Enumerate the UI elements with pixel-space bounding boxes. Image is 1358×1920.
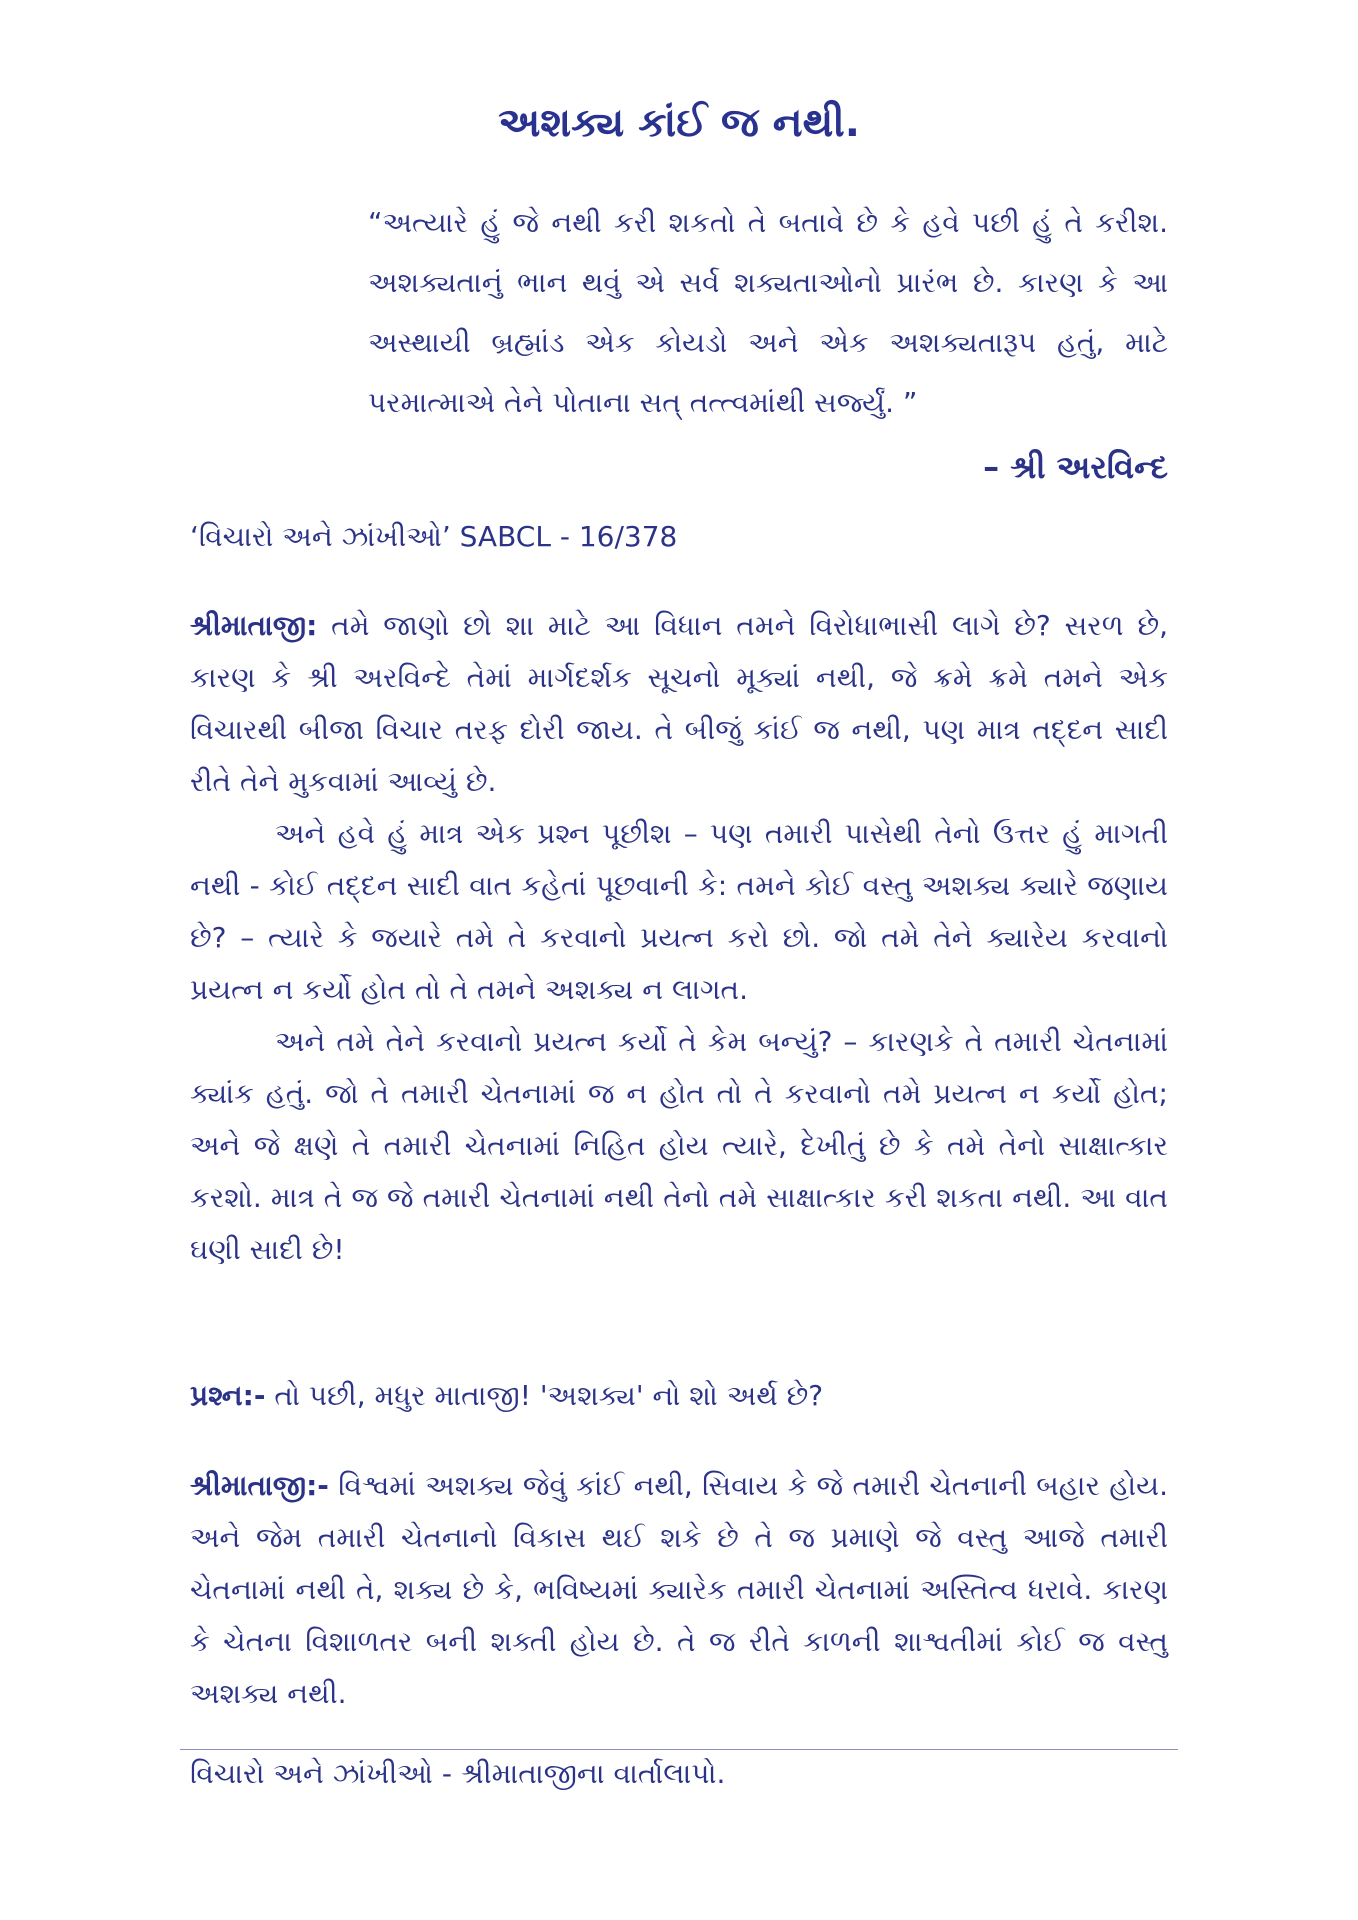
- quote-block: [368, 193, 1168, 433]
- question-text: તો પછી, મધુર માતાજી! 'અશક્ય' નો શો અર્થ છે?: [274, 1379, 824, 1412]
- paragraph: [190, 1370, 1168, 1422]
- section-mother-reply: [190, 600, 1168, 1276]
- page-title: અશક્ય કાંઈ જ નથી.: [498, 100, 860, 146]
- footer-divider: [180, 1749, 1178, 1750]
- question-label: પ્રશ્ન:-: [190, 1379, 266, 1412]
- footer-source: વિચારો અને ઝાંખીઓ - શ્રીમાતાજીના વાર્તાલાપો.: [190, 1757, 726, 1790]
- answer-block: [190, 1460, 1168, 1720]
- speaker-label: શ્રીમાતાજી:: [190, 609, 318, 642]
- paragraph: [190, 600, 1168, 808]
- quote-attribution: – શ્રી અરવિન્દ: [983, 448, 1168, 486]
- answer-text: વિશ્વમાં અશક્ય જેવું કાંઈ નથી, સિવાય કે જે તમારી ચેતનાની બહાર હોય. અને જેમ તમારી ચેતનાનો વિકાસ થઈ શકે છે તે જ પ્રમાણે જે વસ્તુ આજે તમારી ચેતનામાં નથી તે, શક્ય છે કે, ભવિષ્યમાં ક્યારેક તમારી ચેતનામાં અસ્તિત્વ ધરાવે. કારણ કે ચેતના વિશાળતર બની શક્તી હોય છે. તે જ રીતે કાળની શાશ્વતીમાં કોઈ જ વસ્તુ અશક્ય નથી.: [190, 1469, 1168, 1710]
- question-block: [190, 1370, 1168, 1422]
- quote-source: ‘વિચારો અને ઝાંખીઓ’ SABCL - 16/378: [190, 520, 678, 553]
- quote-text: “અત્યારે હું જે નથી કરી શકતો તે બતાવે છે કે હવે પછી હું તે કરીશ. અશક્યતાનું ભાન થવું એ સર્વ શક્યતાઓનો પ્રારંભ છે. કારણ કે આ અસ્થાયી બ્રહ્માંડ એક કોયડો અને એક અશક્યતારૂપ હતું, માટે પરમાત્માએ તેને પોતાના સત્ તત્ત્વમાંથી સર્જ્યું. ”: [368, 206, 1168, 419]
- paragraph: અને હવે હું માત્ર એક પ્રશ્ન પૂછીશ – પણ તમારી પાસેથી તેનો ઉત્તર હું માગતી નથી - કોઈ તદ્દન સાદી વાત કહેતાં પૂછવાની કે: તમને કોઈ વસ્તુ અશક્ય ક્યારે જણાય છે? – ત્યારે કે જયારે તમે તે કરવાનો પ્રયત્ન કરો છો. જો તમે તેને ક્યારેય કરવાનો પ્રયત્ન ન કર્યો હોત તો તે તમને અશક્ય ન લાગત.: [190, 817, 1168, 1006]
- paragraph: [190, 1460, 1168, 1720]
- speaker-label: શ્રીમાતાજી:-: [190, 1469, 329, 1502]
- paragraph-text: તમે જાણો છો શા માટે આ વિધાન તમને વિરોધાભાસી લાગે છે? સરળ છે, કારણ કે શ્રી અરવિન્દે તેમાં માર્ગદર્શક સૂચનો મૂક્યાં નથી, જે ક્રમે ક્રમે તમને એક વિચારથી બીજા વિચાર તરફ દોરી જાય. તે બીજું કાંઈ જ નથી, પણ માત્ર તદ્દન સાદી રીતે તેને મુકવામાં આવ્યું છે.: [190, 609, 1168, 798]
- paragraph: અને તમે તેને કરવાનો પ્રયત્ન કર્યો તે કેમ બન્યું? – કારણકે તે તમારી ચેતનામાં ક્યાંક હતું. જો તે તમારી ચેતનામાં જ ન હોત તો તે કરવાનો તમે પ્રયત્ન ન કર્યો હોત; અને જે ક્ષણે તે તમારી ચેતનામાં નિહિત હોય ત્યારે, દેખીતું છે કે તમે તેનો સાક્ષાત્કાર કરશો. માત્ર તે જ જે તમારી ચેતનામાં નથી તેનો તમે સાક્ષાત્કાર કરી શકતા નથી. આ વાત ઘણી સાદી છે!: [190, 1025, 1168, 1266]
